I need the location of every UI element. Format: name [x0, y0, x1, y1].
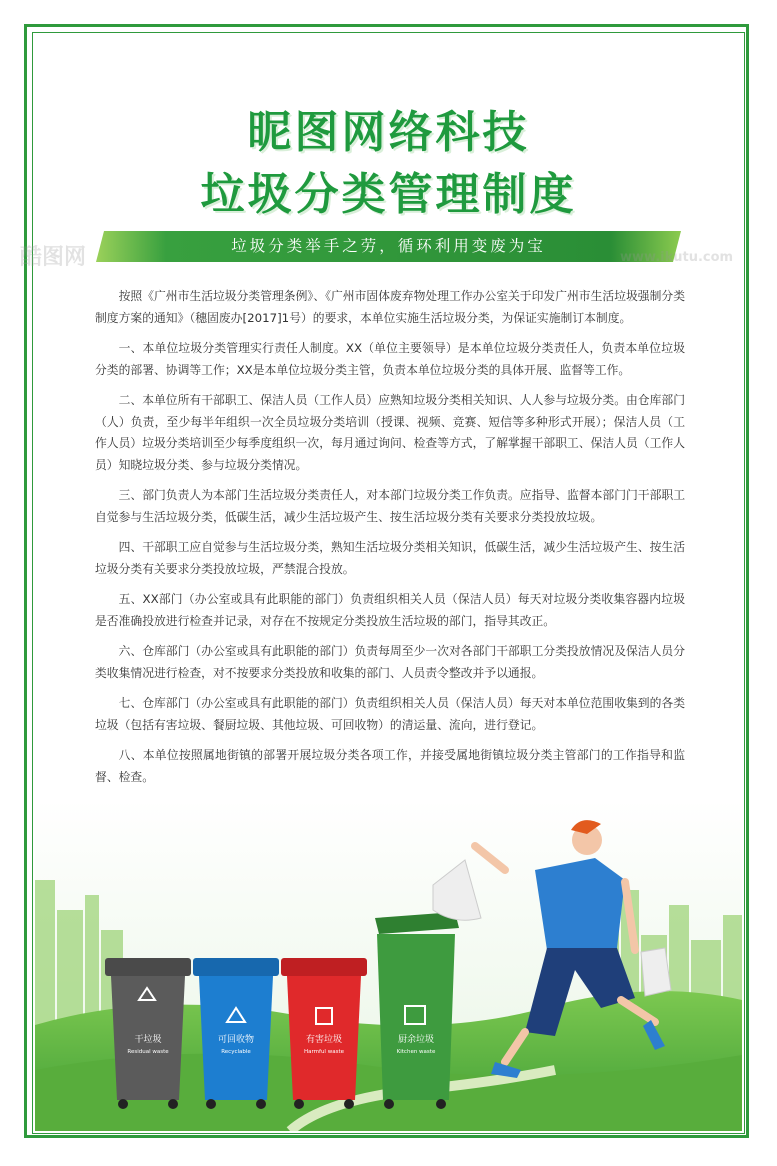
bin-en-harmful: Harmful waste: [303, 1049, 345, 1055]
paragraph-1: 一、本单位垃圾分类管理实行责任人制度。XX（单位主要领导）是本单位垃圾分类责任人，负责本单位垃圾分类的部署、协调等工作；XX是本单位垃圾分类主管，负责本单位垃圾分类的具体开展、监督等工作。: [95, 341, 685, 377]
regulation-body: [95, 286, 685, 797]
paragraph-intro: 按照《广州市生活垃圾分类管理条例》、《广州市固体废弃物处理工作办公室关于印发广州市生活垃圾强制分类制度方案的通知》（穗固废办[2017]1号）的要求，本单位实施生活垃圾分类，为保证实施制订本制度。: [95, 289, 685, 325]
watermark-logo: 酷图网: [20, 245, 87, 270]
paragraph-2: 二、本单位所有干部职工、保洁人员（工作人员）应熟知垃圾分类相关知识、人人参与垃圾分类。由仓库部门（人）负责，至少每半年组织一次全员垃圾分类培训（授课、视频、竞赛、短信等多种形式开展）；保洁人员（工作人员）垃圾分类培训至少每季度组织一次，每月通过询问、检查等方式，了解掌握干部职工、保洁人员（工作人员）知晓垃圾分类、参与垃圾分类情况。: [95, 393, 685, 472]
bin-en-kitchen: Kitchen waste: [396, 1049, 436, 1055]
illustration-scene: [35, 800, 742, 1131]
bin-harmful: [281, 958, 367, 1109]
bin-label-residual: 干垃圾: [134, 1035, 162, 1045]
paragraph-7: 七、仓库部门（办公室或具有此职能的部门）负责组织相关人员（保洁人员）每天对本单位范围收集到的各类垃圾（包括有害垃圾、餐厨垃圾、其他垃圾、可回收物）的清运量、流向，进行登记。: [95, 696, 685, 732]
bin-en-recyclable: Recyclable: [221, 1049, 251, 1055]
bin-label-recyclable: 可回收物: [217, 1035, 255, 1045]
bin-residual: [105, 958, 191, 1109]
paragraph-4: 四、干部职工应自觉参与生活垃圾分类，熟知生活垃圾分类相关知识，低碳生活，减少生活垃圾产生、按生活垃圾分类有关要求分类投放垃圾，严禁混合投放。: [95, 540, 685, 576]
bin-label-harmful: 有害垃圾: [305, 1035, 343, 1045]
title-line-1: 昵图网络科技: [247, 107, 530, 158]
paragraph-3: 三、部门负责人为本部门生活垃圾分类责任人，对本部门垃圾分类工作负责。应指导、监督本部门门干部职工自觉参与生活垃圾分类，低碳生活，减少生活垃圾产生、按生活垃圾分类有关要求分类投放垃圾。: [95, 488, 685, 524]
bin-label-kitchen: 厨余垃圾: [397, 1035, 435, 1045]
watermark-url: www.ikutu.com: [620, 250, 734, 265]
bin-recyclable: [193, 958, 279, 1109]
bin-en-residual: Residual waste: [127, 1049, 169, 1055]
paragraph-5: 五、XX部门（办公室或具有此职能的部门）负责组织相关人员（保洁人员）每天对垃圾分类收集容器内垃圾是否准确投放进行检查并记录，对存在不按规定分类投放生活垃圾的部门，指导其改正。: [95, 592, 685, 628]
bin-kitchen: [375, 912, 459, 1109]
paragraph-8: 八、本单位按照属地街镇的部署开展垃圾分类各项工作，并接受属地街镇垃圾分类主管部门的工作指导和监督、检查。: [95, 748, 685, 784]
slogan-text: 垃圾分类举手之劳，循环利用变废为宝: [231, 237, 546, 255]
title-line-2: 垃圾分类管理制度: [200, 169, 577, 220]
paragraph-6: 六、仓库部门（办公室或具有此职能的部门）负责每周至少一次对各部门干部职工分类投放情况及保洁人员分类收集情况进行检查，对不按要求分类投放和收集的部门、人员责令整改并予以通报。: [95, 644, 685, 680]
